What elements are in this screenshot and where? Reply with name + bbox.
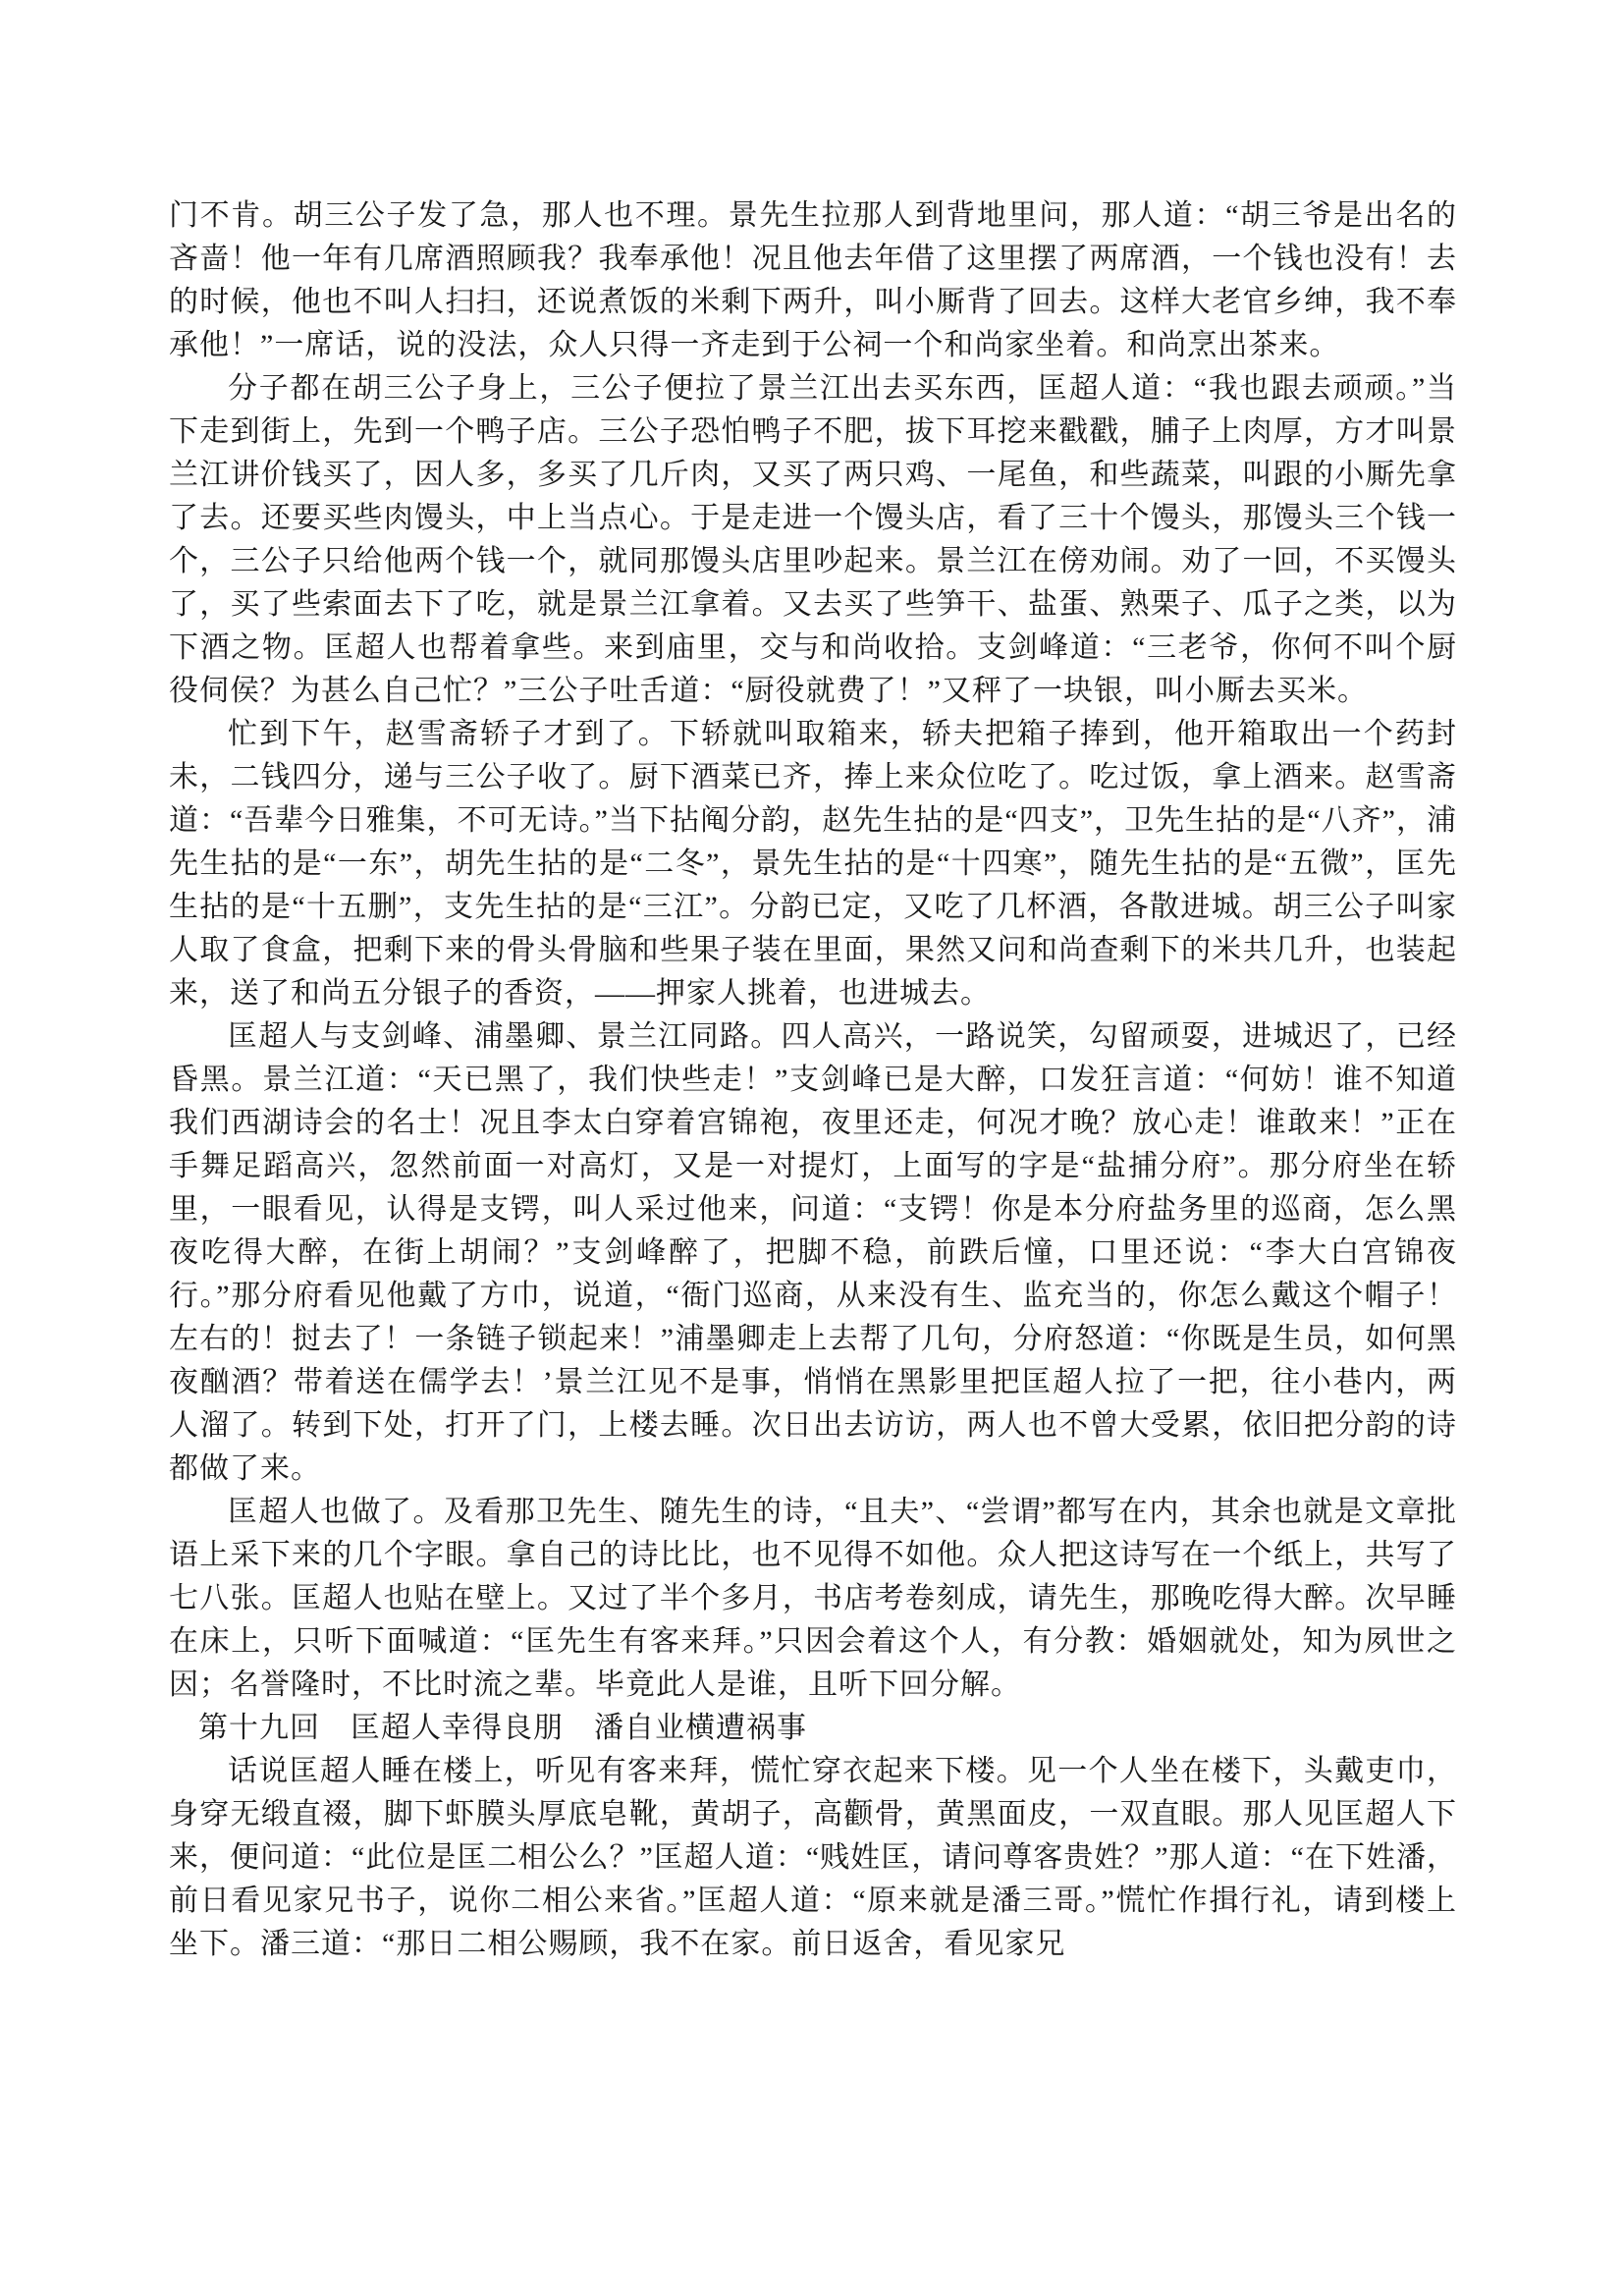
text-column [169,194,1457,1966]
paragraph: 匡超人也做了。及看那卫先生、随先生的诗，“且夫”、“尝谓”都写在内，其余也就是文章批语上采下来的几个字眼。拿自己的诗比比，也不见得不如他。众人把这诗写在一个纸上，共写了七八张。匡超人也贴在壁上。又过了半个多月，书店考卷刻成，请先生，那晚吃得大醉。次早睡在床上，只听下面喊道：“匡先生有客来拜。”只因会着这个人，有分教：婚姻就处，知为夙世之因；名誉隆时，不比时流之辈。毕竟此人是谁，且听下回分解。 [169,1496,1457,1701]
paragraph: 忙到下午，赵雪斋轿子才到了。下轿就叫取箱来，轿夫把箱子捧到，他开箱取出一个药封未，二钱四分，递与三公子收了。厨下酒菜已齐，捧上来众位吃了。吃过饭，拿上酒来。赵雪斋道：“吾辈今日雅集，不可无诗。”当下拈阄分韵，赵先生拈的是“四支”，卫先生拈的是“八齐”，浦先生拈的是“一东”，胡先生拈的是“二冬”，景先生拈的是“十四寒”，随先生拈的是“五微”，匡先生拈的是“十五删”，支先生拈的是“三江”。分韵已定，又吃了几杯酒，各散进城。胡三公子叫家人取了食盒，把剩下来的骨头骨脑和些果子装在里面，果然又问和尚查剩下的米共几升，也装起来，送了和尚五分银子的香资，——押家人挑着，也进城去。 [169,718,1457,1010]
paragraph: 门不肯。胡三公子发了急，那人也不理。景先生拉那人到背地里问，那人道：“胡三爷是出名的吝啬！他一年有几席酒照顾我？我奉承他！况且他去年借了这里摆了两席酒，一个钱也没有！去的时候，他也不叫人扫扫，还说煮饭的米剩下两升，叫小厮背了回去。这样大老官乡绅，我不奉承他！”一席话，说的没法，众人只得一齐走到于公祠一个和尚家坐着。和尚烹出茶来。 [169,199,1457,361]
chapter-heading: 第十九回 匡超人幸得良朋 潘自业横遭祸事 [198,1712,807,1744]
paragraph: 匡超人与支剑峰、浦墨卿、景兰江同路。四人高兴，一路说笑，勾留顽耍，进城迟了，已经昏黑。景兰江道：“天已黑了，我们快些走！”支剑峰已是大醉，口发狂言道：“何妨！谁不知道我们西湖诗会的名士！况且李太白穿着宫锦袍，夜里还走，何况才晚？放心走！谁敢来！”正在手舞足蹈高兴，忽然前面一对高灯，又是一对提灯，上面写的字是“盐捕分府”。那分府坐在轿里，一眼看见，认得是支锷，叫人采过他来，问道：“支锷！你是本分府盐务里的巡商，怎么黑夜吃得大醉，在街上胡闹？”支剑峰醉了，把脚不稳，前跌后憧，口里还说：“李大白宫锦夜行。”那分府看见他戴了方巾，说道，“衙门巡商，从来没有生、监充当的，你怎么戴这个帽子！左右的！挝去了！一条链子锁起来！”浦墨卿走上去帮了几句，分府怒道：“你既是生员，如何黑夜酗酒？带着送在儒学去！’景兰江见不是事，悄悄在黑影里把匡超人拉了一把，往小巷内，两人溜了。转到下处，打开了门，上楼去睡。次日出去访访，两人也不曾大受累，依旧把分韵的诗都做了来。 [169,1020,1457,1485]
paragraph: 分子都在胡三公子身上，三公子便拉了景兰江出去买东西，匡超人道：“我也跟去顽顽。”当下走到街上，先到一个鸭子店。三公子恐怕鸭子不肥，拔下耳挖来戳戳，脯子上肉厚，方才叫景兰江讲价钱买了，因人多，多买了几斤肉，又买了两只鸡、一尾鱼，和些蔬菜，叫跟的小厮先拿了去。还要买些肉馒头，中上当点心。于是走进一个馒头店，看了三十个馒头，那馒头三个钱一个，三公子只给他两个钱一个，就同那馒头店里吵起来。景兰江在傍劝闹。劝了一回，不买馒头了，买了些索面去下了吃，就是景兰江拿着。又去买了些笋干、盐蛋、熟栗子、瓜子之类，以为下酒之物。匡超人也帮着拿些。来到庙里，交与和尚收拾。支剑峰道：“三老爷，你何不叫个厨役伺侯？为甚么自己忙？”三公子吐舌道：“厨役就费了！”又秤了一块银，叫小厮去买米。 [169,372,1457,707]
paragraph: 话说匡超人睡在楼上，听见有客来拜，慌忙穿衣起来下楼。见一个人坐在楼下，头戴吏巾，身穿无缎直裰，脚下虾膜头厚底皂靴，黄胡子，高颧骨，黄黑面皮，一双直眼。那人见匡超人下来，便问道：“此位是匡二相公么？”匡超人道：“贱姓匡，请问尊客贵姓？”那人道：“在下姓潘，前日看见家兄书子，说你二相公来省。”匡超人道：“原来就是潘三哥。”慌忙作揖行礼，请到楼上坐下。潘三道：“那日二相公赐顾，我不在家。前日返舍，看见家兄 [169,1755,1457,1960]
